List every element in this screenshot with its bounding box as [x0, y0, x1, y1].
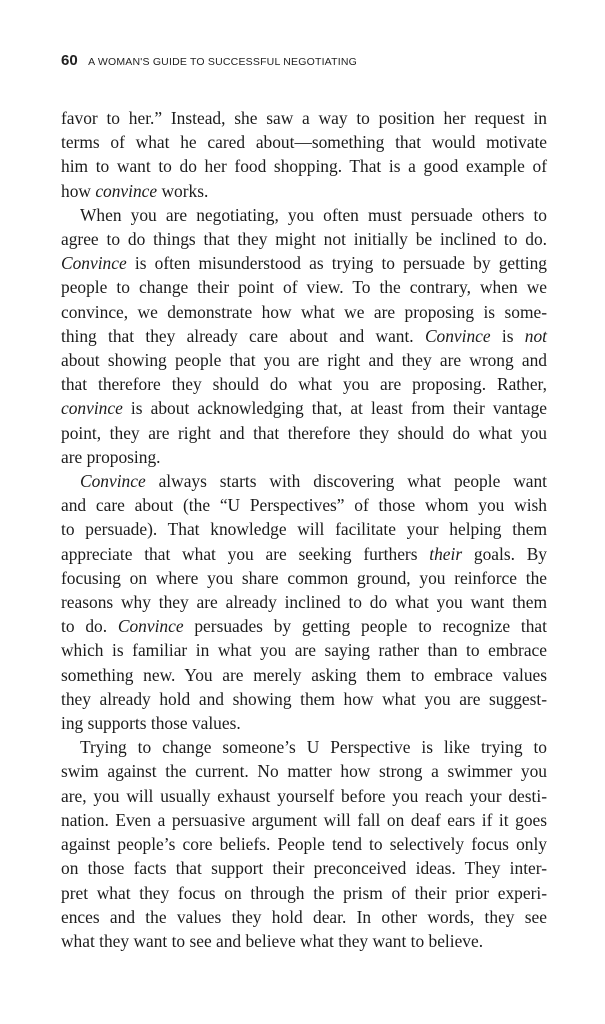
text-segment: swim against the current. No matter how strong a swimmer you — [61, 761, 547, 782]
text-line — [61, 784, 547, 808]
text-segment: agree to do things that they might not initially be inclined to do. — [61, 229, 547, 250]
text-segment: to do. — [61, 616, 118, 637]
text-line — [61, 396, 547, 420]
text-segment: point, they are right and that therefore they should do what you — [61, 422, 547, 443]
text-segment: on those facts that support their preconceived ideas. They inter- — [61, 858, 547, 879]
text-line — [61, 759, 547, 783]
italic-text-segment: Convince — [117, 616, 184, 637]
text-segment: When you are negotiating, you often must persuade others to — [80, 204, 547, 225]
text-segment: against people’s core beliefs. People tend to selectively focus only — [61, 834, 547, 855]
text-segment: always starts with discovering what people want — [145, 471, 547, 492]
running-head — [61, 52, 547, 70]
italic-text-segment: Convince — [80, 471, 146, 492]
text-segment: are proposing. — [61, 446, 161, 467]
text-line — [61, 905, 547, 929]
text-line — [61, 711, 547, 735]
text-segment: focusing on where you share common ground, you reinforce the — [61, 567, 547, 588]
text-segment: pret what they focus on through the prism of their prior experi- — [61, 882, 547, 903]
text-segment: that therefore they should do what you are proposing. Rather, — [61, 374, 547, 395]
text-segment: which is familiar in what you are saying rather than to embrace — [61, 640, 547, 661]
body-text — [61, 106, 547, 953]
text-line — [61, 517, 547, 541]
text-line — [61, 590, 547, 614]
text-segment: persuades by getting people to recognize that — [183, 616, 547, 637]
text-line — [61, 687, 547, 711]
page-number: 60 — [61, 52, 78, 69]
text-segment: thing that they already care about and want. — [61, 325, 425, 346]
text-line — [61, 638, 547, 662]
text-line — [61, 808, 547, 832]
text-segment: reasons why they are already inclined to do what you want them — [61, 592, 547, 613]
text-segment: something new. You are merely asking them to embrace values — [61, 664, 547, 685]
text-line — [61, 300, 547, 324]
text-line — [61, 566, 547, 590]
text-line — [61, 421, 547, 445]
text-segment: they already hold and showing them how what you are suggest- — [61, 688, 547, 709]
text-segment: Trying to change someone’s U Perspective is like trying to — [80, 737, 547, 758]
text-segment: are, you will usually exhaust yourself before you reach your desti- — [61, 785, 547, 806]
text-line — [61, 154, 547, 178]
italic-text-segment: convince — [61, 398, 123, 419]
text-line — [61, 663, 547, 687]
text-line — [61, 203, 547, 227]
italic-text-segment: their — [429, 543, 463, 564]
running-title: A WOMAN'S GUIDE TO SUCCESSFUL NEGOTIATING — [88, 56, 357, 68]
text-segment: terms of what he cared about—something that would motivate — [61, 132, 547, 153]
italic-text-segment: Convince — [424, 325, 491, 346]
text-line — [61, 251, 547, 275]
text-segment: to persuade). That knowledge will facilitate your helping them — [61, 519, 547, 540]
text-segment: him to want to do her food shopping. That is a good example of — [61, 156, 547, 177]
text-segment: ences and the values they hold dear. In other words, they see — [61, 906, 547, 927]
text-line — [61, 929, 547, 953]
text-segment: is often misunderstood as trying to persuade by getting — [126, 253, 547, 274]
text-line — [61, 493, 547, 517]
italic-text-segment: Convince — [61, 253, 127, 274]
text-segment: ing supports those values. — [61, 713, 241, 734]
text-line — [61, 372, 547, 396]
text-line — [61, 856, 547, 880]
text-line — [61, 275, 547, 299]
text-line — [61, 227, 547, 251]
text-line — [61, 542, 547, 566]
text-segment: is — [490, 325, 525, 346]
text-line — [61, 324, 547, 348]
text-line — [61, 881, 547, 905]
text-segment: nation. Even a persuasive argument will fall on deaf ears if it goes — [61, 809, 547, 830]
text-line — [61, 130, 547, 154]
text-segment: people to change their point of view. To the contrary, when we — [61, 277, 547, 298]
text-segment: convince, we demonstrate how what we are proposing is some- — [61, 301, 547, 322]
text-line — [61, 832, 547, 856]
text-segment: favor to her.” Instead, she saw a way to position her request in — [61, 108, 547, 128]
italic-text-segment: not — [524, 325, 547, 346]
text-line — [61, 179, 547, 203]
text-segment: works. — [157, 180, 209, 201]
text-line — [61, 445, 547, 469]
text-segment: how — [61, 180, 96, 201]
text-segment: what they want to see and believe what they want to believe. — [61, 930, 484, 951]
text-line — [61, 348, 547, 372]
text-segment: goals. By — [462, 543, 548, 564]
text-segment: appreciate that what you are seeking furthers — [61, 543, 430, 564]
text-segment: is about acknowledging that, at least from their vantage — [122, 398, 547, 419]
text-line — [61, 735, 547, 759]
italic-text-segment: convince — [95, 180, 158, 201]
text-segment: about showing people that you are right and they are wrong and — [61, 350, 547, 371]
text-line — [61, 106, 547, 130]
text-segment: and care about (the “U Perspectives” of those whom you wish — [61, 495, 547, 516]
text-line — [61, 469, 547, 493]
text-line — [61, 614, 547, 638]
